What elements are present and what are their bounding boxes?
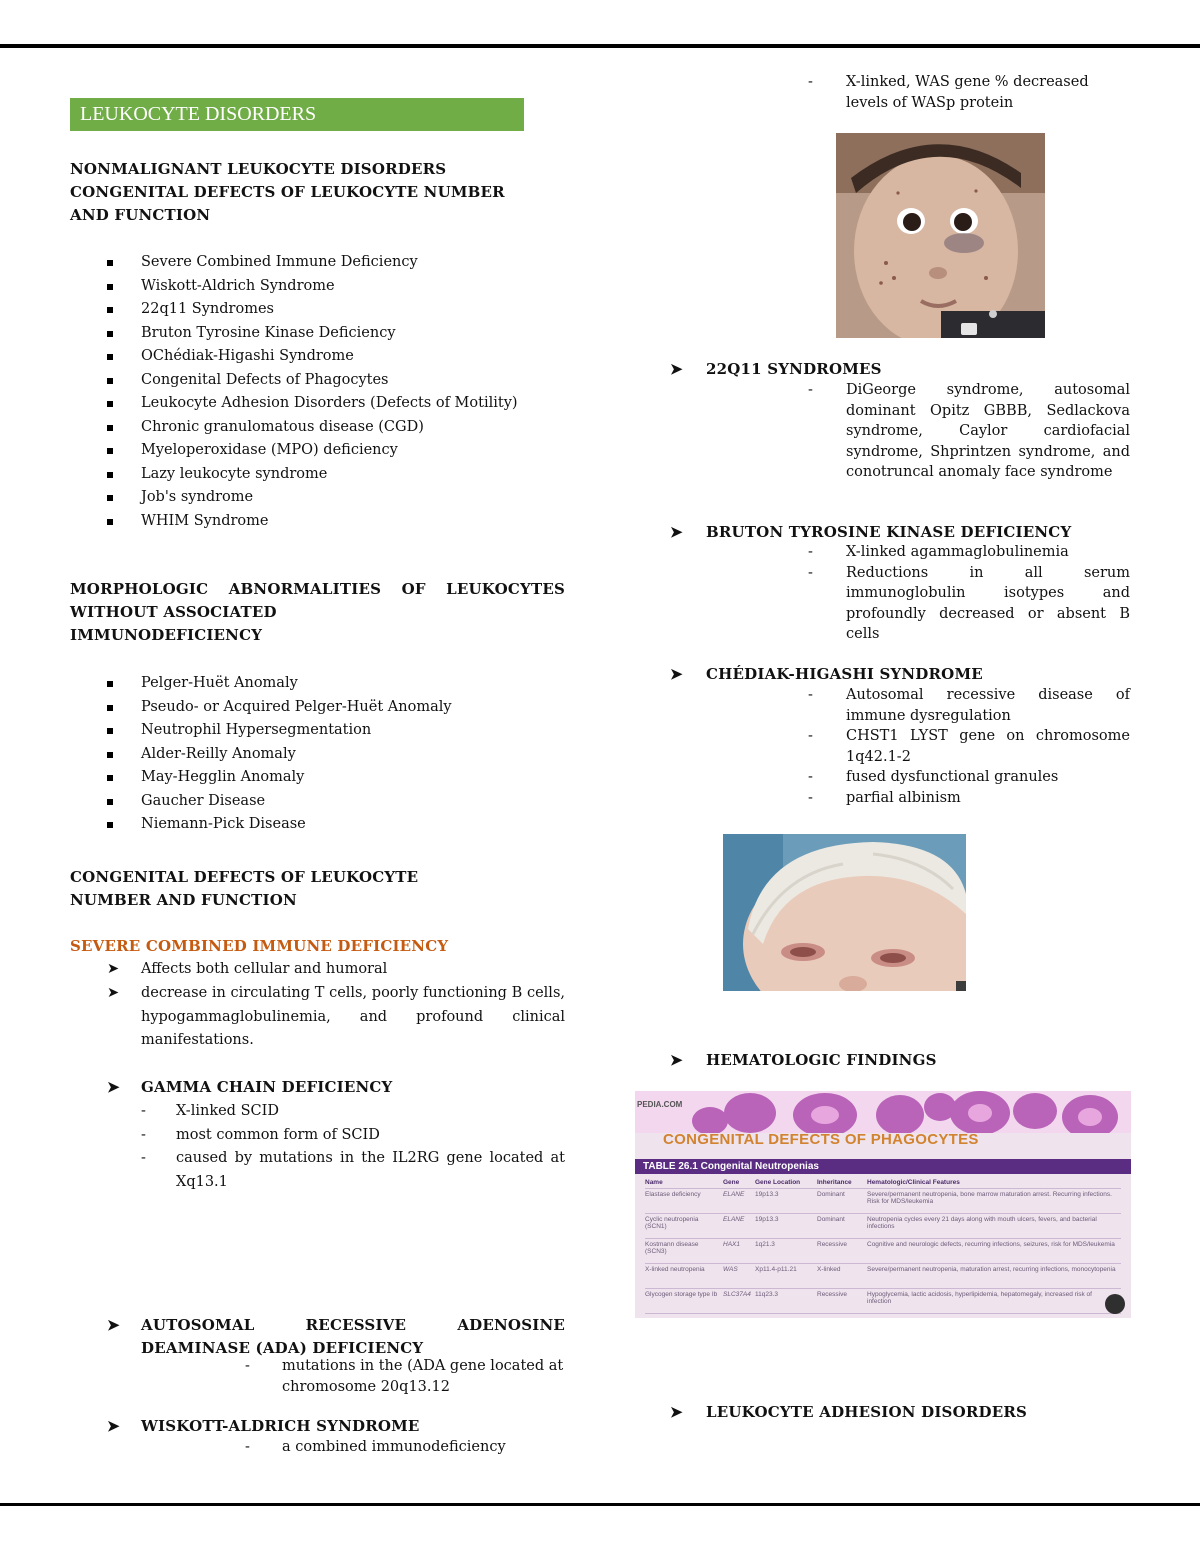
list-item: [70, 790, 565, 814]
was-points: [245, 1437, 565, 1458]
btk-title: BRUTON TYROSINE KINASE DEFICIENCY: [706, 523, 1072, 541]
was-title: WISKOTT-ALDRICH SYNDROME: [141, 1417, 420, 1435]
table-cell: Dominant: [817, 1191, 845, 1198]
table-cell: 19p13.3: [755, 1191, 779, 1198]
square-bullet-icon: [107, 307, 113, 313]
list-item-text: Neutrophil Hypersegmentation: [141, 722, 372, 738]
table-cell: Kostmann disease (SCN3): [645, 1241, 699, 1255]
dash-bullet: -: [808, 789, 813, 806]
square-bullet-icon: [107, 705, 113, 711]
list-item: [808, 726, 1130, 767]
scid-point-text: Affects both cellular and humoral: [141, 961, 388, 977]
list-item-text: Niemann-Pick Disease: [141, 816, 306, 832]
dash-bullet: -: [808, 382, 813, 398]
square-bullet-icon: [107, 260, 113, 266]
rbc-banner: [635, 1091, 1131, 1133]
heading-line: NUMBER AND FUNCTION: [70, 891, 297, 909]
btk-points: [808, 542, 1130, 645]
table-cell: SLC37A4: [723, 1291, 751, 1298]
table-cell: Dominant: [817, 1216, 845, 1223]
list-item-text: Bruton Tyrosine Kinase Deficiency: [141, 324, 396, 341]
table-row: [645, 1189, 1121, 1214]
chs-points: [808, 685, 1130, 808]
gamma-title: GAMMA CHAIN DEFICIENCY: [141, 1078, 393, 1096]
was-continued: [808, 72, 1130, 113]
list-item: [808, 767, 1130, 788]
table-header-row: [645, 1177, 1121, 1189]
list-item: [808, 788, 1130, 809]
list-item-text: Lazy leukocyte syndrome: [141, 465, 328, 482]
table-cell: Cyclic neutropenia (SCN1): [645, 1216, 699, 1230]
albinism-child-photo: [723, 834, 966, 991]
list-item-text: Wiskott-Aldrich Syndrome: [141, 277, 335, 294]
heading-line: CONGENITAL DEFECTS OF LEUKOCYTE: [70, 868, 419, 886]
heading-line: NONMALIGNANT LEUKOCYTE DISORDERS: [70, 160, 447, 178]
was-heading: [107, 1415, 565, 1438]
list-item-text: 22q11 Syndromes: [141, 301, 274, 317]
square-bullet-icon: [107, 378, 113, 384]
table-cell: 19p13.3: [755, 1216, 779, 1223]
arrow-bullet-icon: ➤: [670, 665, 683, 683]
list-item: [70, 439, 565, 463]
heading-line: AND FUNCTION: [70, 206, 211, 224]
table-cell: 1q21.3: [755, 1241, 775, 1248]
scid-point-1: [107, 958, 565, 982]
albino-child-image: [723, 834, 966, 991]
table-header-cell: Gene Location: [755, 1179, 801, 1186]
bottom-rule: [0, 1503, 1200, 1506]
square-bullet-icon: [107, 472, 113, 478]
list-item-text: X-linked agammaglobulinemia: [846, 544, 1069, 560]
list-item-text: Pseudo- or Acquired Pelger-Huët Anomaly: [141, 698, 452, 715]
list-item: [808, 72, 1130, 113]
list-item-text: caused by mutations in the IL2RG gene located at Xq13.1: [176, 1150, 565, 1190]
list-item: [70, 813, 565, 837]
list-item: [70, 345, 565, 369]
arrow-bullet-icon: ➤: [670, 523, 683, 541]
square-bullet-icon: [107, 354, 113, 360]
chs-title: CHÉDIAK-HIGASHI SYNDROME: [706, 665, 983, 683]
lad-heading: [670, 1401, 1130, 1424]
hema-title: HEMATOLOGIC FINDINGS: [706, 1051, 937, 1069]
dash-bullet: -: [808, 544, 813, 560]
dash-bullet: -: [808, 687, 813, 703]
list-item-text: WHIM Syndrome: [141, 512, 269, 529]
table-header-cell: Gene: [723, 1179, 740, 1186]
list-item: [70, 392, 565, 416]
table-cell: Xp11.4-p11.21: [755, 1266, 797, 1273]
list-item-text: Reductions in all serum immunoglobulin isotypes and profoundly decreased or absent B cells: [846, 564, 1130, 642]
list-item-text: Pelger-Huët Anomaly: [141, 675, 298, 691]
s22-points: [808, 380, 1130, 483]
heading-line: CONGENITAL DEFECTS OF LEUKOCYTE NUMBER: [70, 183, 505, 201]
scid-point-text: decrease in circulating T cells, poorly functioning B cells, hypogammaglobulinemia, and profound clinical manifestations.: [141, 985, 565, 1048]
table-cell: Hypoglycemia, lactic acidosis, hyperlipidemia, hepatomegaly, increased risk of infection: [867, 1291, 1092, 1305]
gamma-heading: [107, 1076, 565, 1099]
list-item: [70, 322, 565, 346]
table-cell: ELANE: [723, 1191, 745, 1198]
list-item: [808, 685, 1130, 726]
list-item: [70, 486, 565, 510]
square-bullet-icon: [107, 799, 113, 805]
arrow-bullet-icon: ➤: [107, 961, 120, 977]
neutropenia-table-image: [635, 1091, 1131, 1318]
square-bullet-icon: [107, 401, 113, 407]
list-item-text: DiGeorge syndrome, autosomal dominant Opitz GBBB, Sedlackova syndrome, Caylor cardiofacial syndrome, Shprintzen syndrome, and conotruncal anomaly face syndrome: [846, 382, 1130, 480]
heading-congenital-defects: [70, 866, 565, 912]
list-item: [245, 1356, 565, 1397]
dash-bullet: -: [245, 1439, 250, 1455]
s22-heading: [670, 358, 1130, 381]
table-cell: Neutropenia cycles every 21 days along with mouth ulcers, fevers, and bacterial infections: [867, 1216, 1097, 1230]
dash-bullet: -: [808, 769, 813, 785]
table-row: [645, 1239, 1121, 1264]
gamma-points: [141, 1100, 565, 1194]
table-row: [645, 1289, 1121, 1314]
list-item: [70, 416, 565, 440]
ada-heading: [107, 1314, 565, 1360]
arrow-bullet-icon: ➤: [670, 1051, 683, 1069]
list-item: [245, 1437, 565, 1458]
square-bullet-icon: [107, 681, 113, 687]
list-item-text: X-linked, WAS gene % decreased levels of WASp protein: [846, 74, 1089, 111]
arrow-bullet-icon: ➤: [107, 1316, 120, 1334]
arrow-bullet-icon: ➤: [107, 1078, 120, 1096]
table-header-cell: Name: [645, 1179, 663, 1186]
table-row: [645, 1214, 1121, 1239]
list-item: [70, 369, 565, 393]
table-cell: 11q23.3: [755, 1291, 779, 1298]
square-bullet-icon: [107, 448, 113, 454]
table-cell: Severe/permanent neutropenia, bone marrow maturation arrest. Recurring infections. Risk for MDS/leukemia: [867, 1191, 1112, 1205]
table-cell: X-linked: [817, 1266, 841, 1273]
list-item: [70, 510, 565, 534]
list-item: [141, 1147, 565, 1194]
list-item-text: X-linked SCID: [176, 1103, 279, 1119]
table-cell: HAX1: [723, 1241, 740, 1248]
congenital-defects-list: [70, 251, 565, 533]
square-bullet-icon: [107, 519, 113, 525]
list-item-text: Gaucher Disease: [141, 792, 266, 809]
list-item-text: Leukocyte Adhesion Disorders (Defects of Motility): [141, 395, 518, 411]
list-item-text: Job's syndrome: [141, 489, 254, 505]
table-cell: Recessive: [817, 1291, 847, 1298]
list-item: [808, 380, 1130, 483]
list-item: [808, 563, 1130, 645]
list-item: [70, 251, 565, 275]
dash-bullet: -: [808, 74, 813, 90]
arrow-bullet-icon: ➤: [107, 985, 120, 1001]
table-cell: Cognitive and neurologic defects, recurring infections, seizures, risk for MDS/leukemia: [867, 1241, 1115, 1248]
list-item: [70, 298, 565, 322]
dash-bullet: -: [808, 728, 813, 744]
list-item: [70, 766, 565, 790]
list-item: [70, 275, 565, 299]
heading-line: MORPHOLOGIC ABNORMALITIES OF LEUKOCYTES: [70, 580, 565, 598]
list-item-text: a combined immunodeficiency: [282, 1439, 506, 1455]
list-item-text: May-Hegglin Anomaly: [141, 769, 305, 785]
arrow-bullet-icon: ➤: [670, 360, 683, 378]
dash-bullet: -: [141, 1126, 146, 1143]
table-cell: Recessive: [817, 1241, 847, 1248]
square-bullet-icon: [107, 495, 113, 501]
dash-bullet: -: [141, 1150, 146, 1166]
table-header-cell: Inheritance: [817, 1179, 852, 1186]
list-item: [808, 542, 1130, 563]
list-item: [70, 743, 565, 767]
list-item: [141, 1124, 565, 1148]
square-bullet-icon: [107, 331, 113, 337]
heading-morphologic: [70, 578, 565, 647]
top-rule: [0, 44, 1200, 48]
table-cell: Severe/permanent neutropenia, maturation arrest, recurring infections, monocytopenia: [867, 1266, 1116, 1273]
list-item-text: Chronic granulomatous disease (CGD): [141, 418, 424, 435]
list-item: [70, 672, 565, 696]
heading-line: IMMUNODEFICIENCY: [70, 626, 263, 644]
list-item: [70, 719, 565, 743]
list-item-text: most common form of SCID: [176, 1126, 380, 1143]
btk-heading: [670, 521, 1130, 544]
scid-title: SEVERE COMBINED IMMUNE DEFICIENCY: [70, 937, 449, 955]
arrow-bullet-icon: ➤: [107, 1417, 120, 1435]
table-cell: Glycogen storage type Ib: [645, 1291, 718, 1298]
square-bullet-icon: [107, 425, 113, 431]
list-item-text: Severe Combined Immune Deficiency: [141, 254, 418, 270]
list-item: [70, 696, 565, 720]
list-item-text: Myeloperoxidase (MPO) deficiency: [141, 442, 398, 458]
was-child-photo: [836, 133, 1045, 338]
lad-title: LEUKOCYTE ADHESION DISORDERS: [706, 1403, 1028, 1421]
watermark-text: PEDIA.COM: [637, 1100, 683, 1109]
table-cell: ELANE: [723, 1216, 745, 1223]
square-bullet-icon: [107, 284, 113, 290]
list-item: [70, 463, 565, 487]
table-caption: TABLE 26.1 Congenital Neutropenias: [635, 1159, 1131, 1174]
list-item-text: Congenital Defects of Phagocytes: [141, 371, 389, 388]
table-header-cell: Hematologic/Clinical Features: [867, 1179, 960, 1186]
list-item-text: mutations in the (ADA gene located at chromosome 20q13.12: [282, 1358, 564, 1395]
table-cell: WAS: [723, 1266, 738, 1273]
child-face-image: [836, 133, 1045, 338]
dash-bullet: -: [808, 564, 813, 581]
scid-point-2: [107, 982, 565, 1053]
square-bullet-icon: [107, 752, 113, 758]
chs-heading: [670, 663, 1130, 686]
square-bullet-icon: [107, 728, 113, 734]
section-banner: LEUKOCYTE DISORDERS: [70, 98, 524, 131]
heading-line: WITHOUT ASSOCIATED: [70, 603, 277, 621]
hema-heading: [670, 1049, 1130, 1072]
list-item-text: parfial albinism: [846, 789, 961, 806]
dash-bullet: -: [141, 1103, 146, 1119]
list-item-text: fused dysfunctional granules: [846, 769, 1059, 785]
dash-bullet: -: [245, 1358, 250, 1374]
square-bullet-icon: [107, 822, 113, 828]
list-item-text: OChédiak-Higashi Syndrome: [141, 348, 354, 364]
ada-points: [245, 1356, 565, 1397]
table-image-title: CONGENITAL DEFECTS OF PHAGOCYTES: [663, 1131, 979, 1148]
table-cell: X-linked neutropenia: [645, 1266, 705, 1273]
list-item-text: Alder-Reilly Anomaly: [141, 745, 296, 762]
play-icon: [1105, 1294, 1125, 1314]
square-bullet-icon: [107, 775, 113, 781]
list-item: [141, 1100, 565, 1124]
ada-title: AUTOSOMAL RECESSIVE ADENOSINE DEAMINASE (ADA) DEFICIENCY: [141, 1316, 565, 1357]
heading-nonmalignant: [70, 158, 565, 227]
neutropenia-table: [645, 1177, 1121, 1314]
table-cell: Elastase deficiency: [645, 1191, 701, 1198]
list-item-text: CHST1 LYST gene on chromosome 1q42.1-2: [846, 728, 1130, 765]
table-row: [645, 1264, 1121, 1289]
list-item-text: Autosomal recessive disease of immune dysregulation: [846, 687, 1130, 724]
s22-title: 22Q11 SYNDROMES: [706, 360, 882, 378]
morphologic-list: [70, 672, 565, 837]
arrow-bullet-icon: ➤: [670, 1403, 683, 1421]
